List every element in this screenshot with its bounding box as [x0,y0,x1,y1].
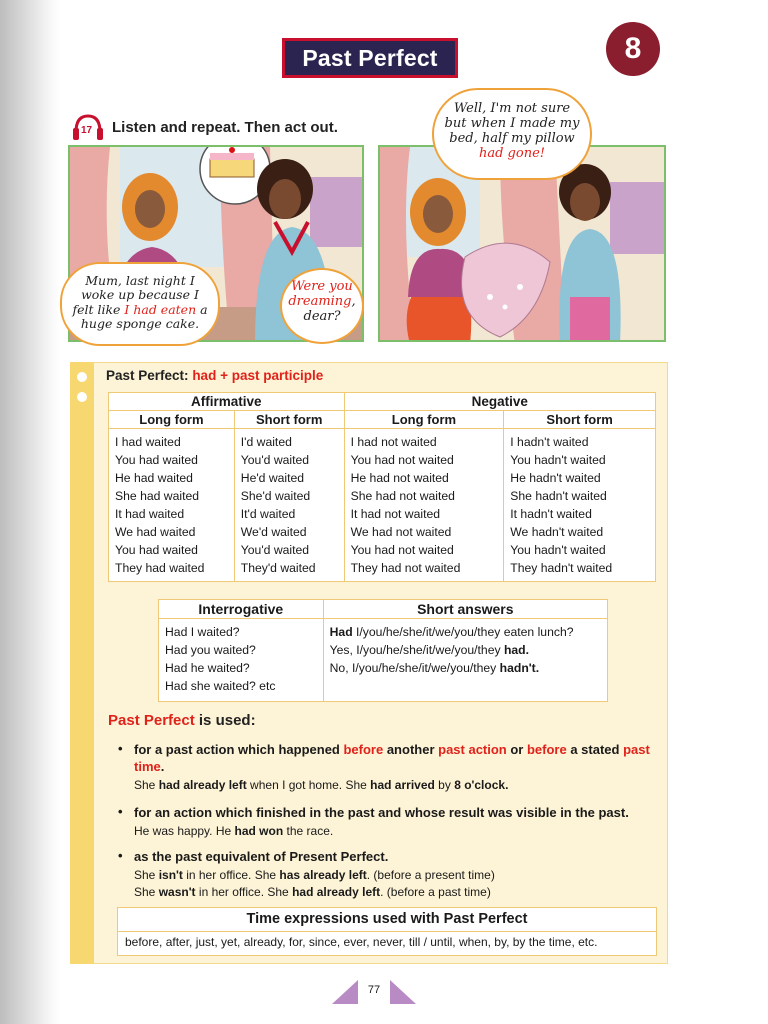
table-cell: You had not waited [344,451,504,469]
table-cell: You'd waited [234,451,344,469]
table-cell: They'd waited [234,559,344,582]
table-cell: You had waited [109,451,235,469]
table-cell [323,659,607,677]
affirmative-header: Affirmative [109,393,345,411]
table-cell [323,641,607,659]
speech-bubble-dreaming [280,268,364,344]
table-cell: He hadn't waited [504,469,656,487]
table-cell: We had not waited [344,523,504,541]
usage-rule [134,741,654,775]
table-row [109,451,656,469]
table-cell [323,619,607,642]
usage-rule: for an action which finished in the past and whose result was visible in the past. [134,805,629,820]
grammar-box-strip [70,362,94,964]
table-row [159,659,608,677]
rule-red: before [343,742,384,757]
table-row [109,505,656,523]
example-bold: 8 o'clock. [454,778,509,792]
interrogative-header: Interrogative [159,600,324,619]
table-cell: He had waited [109,469,235,487]
example-bold: has already left [279,868,367,882]
table-cell: It had not waited [344,505,504,523]
bubble-mum-text: Mum, last night I woke up because I felt like [72,273,199,317]
page-binding-shadow [0,0,60,1024]
page-footer [326,976,422,1004]
usage-item-2 [118,804,654,840]
example-text: She [134,778,159,792]
table-row [109,487,656,505]
table-cell: I'd waited [234,429,344,452]
short-answer-bold: had. [503,643,530,657]
negative-header: Negative [344,393,655,411]
speech-bubble-mum [60,262,220,346]
speech-bubble-pillow [432,88,592,180]
example-text: She [134,885,159,899]
long-form-header: Long form [344,411,504,429]
table-cell: They had waited [109,559,235,582]
table-cell: They had not waited [344,559,504,582]
example-bold: had arrived [370,778,435,792]
table-cell: We had waited [109,523,235,541]
table-cell: She hadn't waited [504,487,656,505]
example-text: . (before a present time) [366,868,495,882]
short-answer-text: I/you/he/she/it/we/you/they eaten lunch? [352,625,574,639]
bullet-dot [77,392,87,402]
page-number: 77 [367,984,381,996]
table-cell: She had waited [109,487,235,505]
table-row [159,677,608,702]
usage-item-1 [118,741,654,794]
example-bold: had already left [292,885,381,899]
example-text: by [434,778,455,792]
table-row [109,523,656,541]
long-form-header: Long form [109,411,235,429]
short-answers-header: Short answers [323,600,607,619]
bubble-dream-text-end: , dear? [303,293,356,324]
track-number: 17 [81,125,93,136]
table-row [109,559,656,582]
example-text: . (before a past time) [380,885,491,899]
bubble-dream-highlight: dreaming [288,293,352,309]
bubble-mum-highlight: I had eaten [124,301,197,317]
page-title-box [282,38,458,78]
table-cell: You'd waited [234,541,344,559]
forms-table [108,392,656,582]
rule-text: another [383,742,439,757]
usage-title [108,712,256,729]
bubble-pillow-highlight: had gone! [478,145,545,161]
table-cell: It had waited [109,505,235,523]
listen-instruction-text: Listen and repeat. Then act out. [112,118,338,136]
bullet-dot [77,372,87,382]
table-cell: I had waited [109,429,235,452]
table-cell [323,677,607,702]
time-expressions-title: Time expressions used with Past Perfect [118,908,656,932]
listen-instruction [70,112,338,142]
bullet-icon: • [118,741,123,756]
example-text: when I got home. She [246,778,371,792]
short-form-header: Short form [504,411,656,429]
table-cell: Had you waited? [159,641,324,659]
rule-red: past time [134,742,650,774]
usage-example [134,777,654,794]
rule-red: past action [438,742,507,757]
table-cell: She had not waited [344,487,504,505]
table-row [109,429,656,452]
table-cell: I hadn't waited [504,429,656,452]
heading-label: Past Perfect: [106,368,189,383]
table-cell: They hadn't waited [504,559,656,582]
usage-example [134,884,654,901]
example-bold: had already left [158,778,247,792]
short-answer-bold: hadn't. [499,661,540,675]
rule-text: a stated [566,742,624,757]
heading-formula: had + past participle [192,368,324,383]
table-cell: He'd waited [234,469,344,487]
usage-example [134,867,654,884]
table-row [109,541,656,559]
headphones-icon[interactable] [70,112,106,142]
table-cell: You hadn't waited [504,541,656,559]
table-cell: I had not waited [344,429,504,452]
table-cell: He had not waited [344,469,504,487]
bullet-icon: • [118,804,123,819]
table-cell: It'd waited [234,505,344,523]
example-text: in her office. She [182,868,280,882]
time-expressions-box [117,907,657,956]
table-cell: It hadn't waited [504,505,656,523]
usage-rule: as the past equivalent of Present Perfect. [134,849,389,864]
table-cell: Had he waited? [159,659,324,677]
rule-text: for a past action which happened [134,742,344,757]
bubble-dream-text: Were you [291,279,353,294]
table-cell: You had waited [109,541,235,559]
rule-text: . [160,759,165,774]
example-text: She [134,868,159,882]
bullet-icon: • [118,848,123,863]
short-answer-text: No, I/you/he/she/it/we/you/they [329,661,500,675]
example-text: in her office. She [195,885,293,899]
usage-title-rest: is used: [194,712,256,729]
table-cell: Had she waited? etc [159,677,324,702]
table-cell: You had not waited [344,541,504,559]
unit-number-badge: 8 [606,22,660,76]
table-cell: We'd waited [234,523,344,541]
usage-item-3 [118,848,654,901]
usage-title-red: Past Perfect [108,712,195,729]
rule-red: before [526,742,567,757]
table-cell: We hadn't waited [504,523,656,541]
page-title: Past Perfect [302,44,438,71]
example-bold: wasn't [158,885,196,899]
table-cell: Had I waited? [159,619,324,642]
short-answer-bold: Had [329,625,353,639]
short-form-header: Short form [234,411,344,429]
short-answer-text: Yes, I/you/he/she/it/we/you/they [329,643,504,657]
interrogative-table [158,599,608,702]
table-row [159,641,608,659]
example-text: He was happy. He [134,824,235,838]
past-perfect-heading [106,368,323,383]
example-bold: isn't [158,868,183,882]
table-row [159,619,608,642]
table-cell: She'd waited [234,487,344,505]
rule-text: or [506,742,527,757]
bubble-mum-text-end: a huge sponge cake. [80,301,208,332]
table-row [109,469,656,487]
example-text: the race. [283,824,334,838]
bubble-pillow-text: Well, I'm not sure but when I made my bed, half my pillow [444,101,580,146]
example-bold: had won [234,824,284,838]
time-expressions-list: before, after, just, yet, already, for, since, ever, never, till / until, when, by, by the time, etc. [125,935,598,949]
usage-example [134,823,654,840]
table-cell: You hadn't waited [504,451,656,469]
